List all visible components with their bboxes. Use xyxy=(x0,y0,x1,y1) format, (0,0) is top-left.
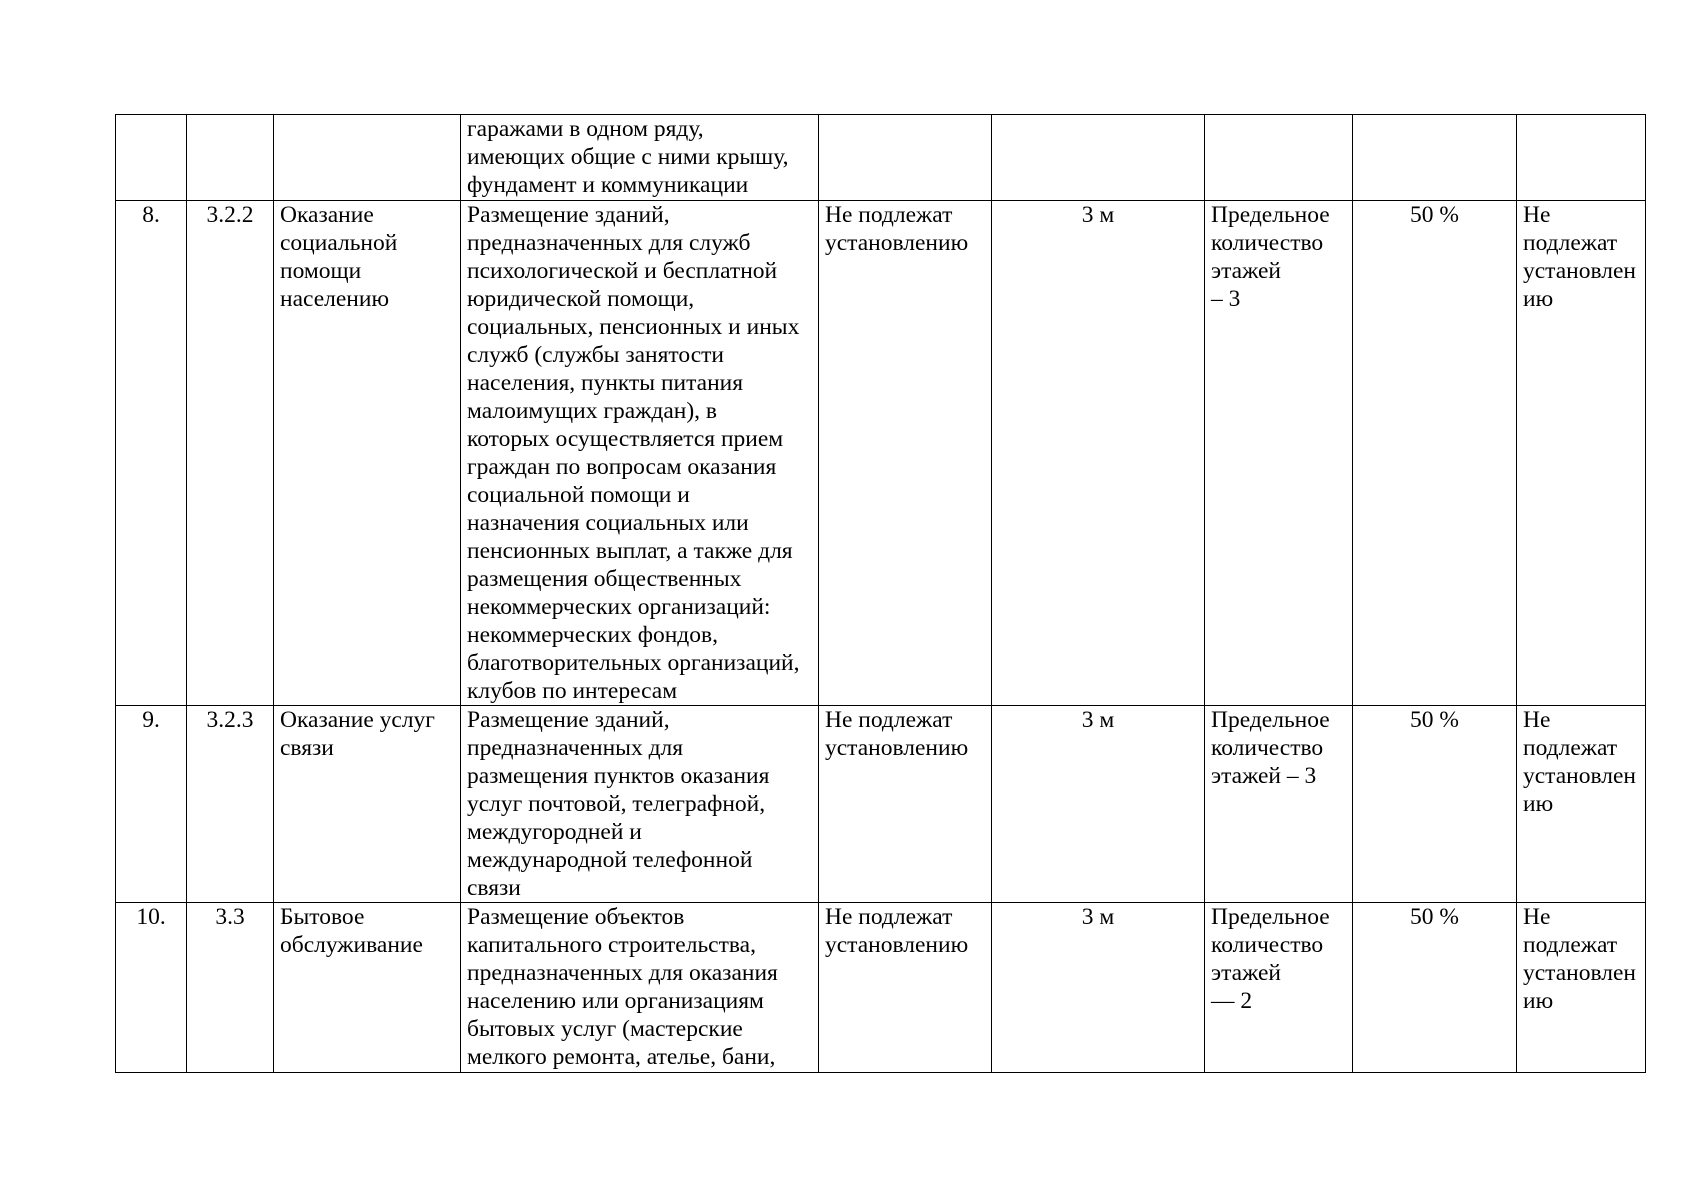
table-row xyxy=(116,201,1646,706)
column-6-cell: 3 м xyxy=(992,903,1205,1073)
row-number-cell: 10. xyxy=(116,903,187,1073)
description-cell: Размещение объектов капитального строительства, предназначенных для оказания населению или организациям бытовых услуг (мастерские мелкого ремонта, ателье, бани, xyxy=(461,903,819,1073)
column-7-cell xyxy=(1205,115,1353,201)
column-6-cell: 3 м xyxy=(992,706,1205,903)
table-row xyxy=(116,706,1646,903)
name-cell: Оказание социальной помощи населению xyxy=(274,201,461,706)
column-9-cell: Не подлежат установлен ию xyxy=(1517,706,1646,903)
column-6-cell xyxy=(992,115,1205,201)
description-cell: гаражами в одном ряду, имеющих общие с ними крышу, фундамент и коммуникации xyxy=(461,115,819,201)
column-8-cell: 50 % xyxy=(1353,903,1517,1073)
column-8-cell: 50 % xyxy=(1353,706,1517,903)
code-cell xyxy=(187,115,274,201)
column-7-cell: Предельное количество этажей – 3 xyxy=(1205,201,1353,706)
column-9-cell: Не подлежат установлен ию xyxy=(1517,903,1646,1073)
name-cell xyxy=(274,115,461,201)
column-5-cell xyxy=(819,115,992,201)
description-cell: Размещение зданий, предназначенных для размещения пунктов оказания услуг почтовой, телеграфной, междугородней и международной телефонной связи xyxy=(461,706,819,903)
column-8-cell xyxy=(1353,115,1517,201)
row-number-cell: 8. xyxy=(116,201,187,706)
description-cell: Размещение зданий, предназначенных для служб психологической и бесплатной юридической помощи, социальных, пенсионных и иных служб (службы занятости населения, пункты питания малоимущих граждан), в которых осуществляется прием граждан по вопросам оказания социальной помощи и назначения социальных или пенсионных выплат, а также для размещения общественных некоммерческих организаций: некоммерческих фондов, благотворительных организаций, клубов по интересам xyxy=(461,201,819,706)
column-7-cell: Предельное количество этажей – 3 xyxy=(1205,706,1353,903)
column-6-cell: 3 м xyxy=(992,201,1205,706)
column-9-cell: Не подлежат установлен ию xyxy=(1517,201,1646,706)
column-9-cell xyxy=(1517,115,1646,201)
column-8-cell: 50 % xyxy=(1353,201,1517,706)
column-7-cell: Предельное количество этажей — 2 xyxy=(1205,903,1353,1073)
row-number-cell: 9. xyxy=(116,706,187,903)
code-cell: 3.3 xyxy=(187,903,274,1073)
code-cell: 3.2.3 xyxy=(187,706,274,903)
table-row xyxy=(116,903,1646,1073)
name-cell: Бытовое обслуживание xyxy=(274,903,461,1073)
column-5-cell: Не подлежат установлению xyxy=(819,201,992,706)
name-cell: Оказание услуг связи xyxy=(274,706,461,903)
row-number-cell xyxy=(116,115,187,201)
table-row xyxy=(116,115,1646,201)
column-5-cell: Не подлежат установлению xyxy=(819,903,992,1073)
code-cell: 3.2.2 xyxy=(187,201,274,706)
regulations-table xyxy=(115,114,1646,1073)
column-5-cell: Не подлежат установлению xyxy=(819,706,992,903)
